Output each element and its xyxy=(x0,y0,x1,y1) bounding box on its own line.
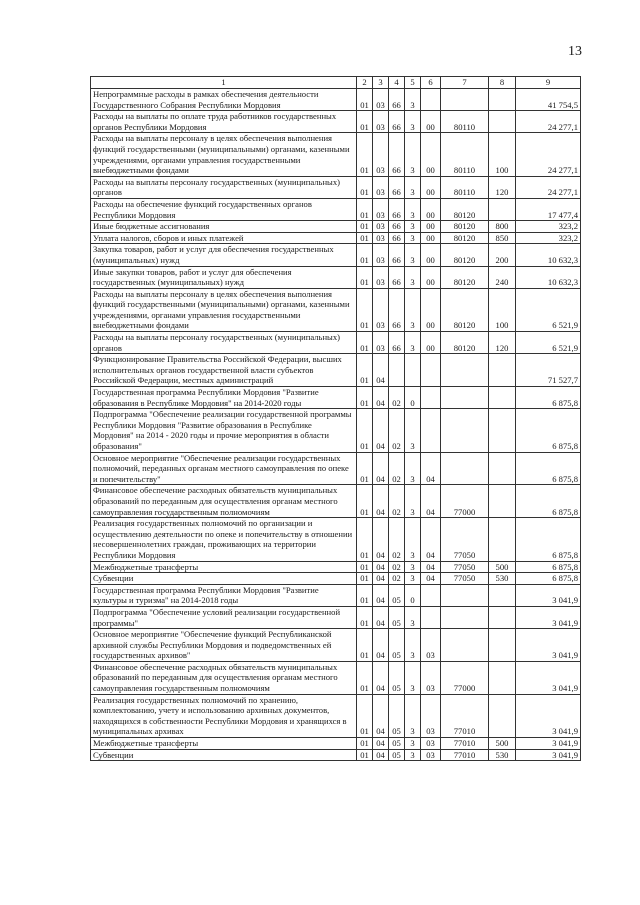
expense-name-cell: Финансовое обеспечение расходных обязательств муниципальных образований по переданным для осуществления органам местного самоуправления государственным полномочиям xyxy=(91,485,357,518)
amount-cell: 24 277,1 xyxy=(516,111,581,133)
section-code-cell: 01 xyxy=(357,629,373,662)
program-code-cell: 02 xyxy=(389,452,405,485)
program-code-cell: 05 xyxy=(389,738,405,750)
amount-cell: 3 041,9 xyxy=(516,584,581,606)
direction-code-cell: 80120 xyxy=(441,288,489,331)
table-row xyxy=(91,629,581,662)
amount-cell: 24 277,1 xyxy=(516,176,581,198)
table-header-row xyxy=(91,77,581,89)
direction-code-cell: 77050 xyxy=(441,573,489,585)
amount-cell: 3 041,9 xyxy=(516,738,581,750)
direction-code-cell: 77010 xyxy=(441,694,489,737)
section-code-cell: 01 xyxy=(357,738,373,750)
subprogram-code-cell: 3 xyxy=(405,288,421,331)
section-code-cell: 01 xyxy=(357,288,373,331)
expense-name-cell: Государственная программа Республики Мордовия "Развитие образования в Республике Мордовия" на 2014-2020 годы xyxy=(91,387,357,409)
header-cell: 9 xyxy=(516,77,581,89)
subsection-code-cell: 03 xyxy=(373,111,389,133)
expense-name-cell: Расходы на выплаты по оплате труда работников государственных органов Республики Мордовия xyxy=(91,111,357,133)
section-code-cell: 01 xyxy=(357,221,373,233)
expense-type-cell xyxy=(489,485,516,518)
direction-code-cell: 80110 xyxy=(441,111,489,133)
program-code-cell: 66 xyxy=(389,89,405,111)
table-body xyxy=(91,89,581,761)
subprogram-code-cell: 3 xyxy=(405,221,421,233)
expense-name-cell: Основное мероприятие "Обеспечение функций Республиканской архивной службы Республики Мордовия и подведомственных ей государственных архивов" xyxy=(91,629,357,662)
expense-type-cell: 120 xyxy=(489,176,516,198)
event-code-cell: 04 xyxy=(421,485,441,518)
amount-cell: 6 875,8 xyxy=(516,518,581,561)
amount-cell: 6 521,9 xyxy=(516,332,581,354)
subsection-code-cell: 04 xyxy=(373,738,389,750)
subprogram-code-cell: 3 xyxy=(405,606,421,628)
header-cell: 1 xyxy=(91,77,357,89)
section-code-cell: 01 xyxy=(357,266,373,288)
expense-name-cell: Межбюджетные трансферты xyxy=(91,561,357,573)
expense-name-cell: Расходы на выплаты персоналу в целях обеспечения выполнения функций государственными (муниципальными) органами, казенными учреждениями, органами управления государственными внебюджетными фондами xyxy=(91,133,357,176)
table-row xyxy=(91,232,581,244)
expense-type-cell xyxy=(489,629,516,662)
event-code-cell: 03 xyxy=(421,749,441,761)
expense-name-cell: Субвенции xyxy=(91,749,357,761)
program-code-cell: 66 xyxy=(389,221,405,233)
program-code-cell: 66 xyxy=(389,244,405,266)
subsection-code-cell: 03 xyxy=(373,288,389,331)
table-row xyxy=(91,221,581,233)
program-code-cell: 66 xyxy=(389,176,405,198)
section-code-cell: 01 xyxy=(357,573,373,585)
program-code-cell: 66 xyxy=(389,198,405,220)
section-code-cell: 01 xyxy=(357,409,373,452)
section-code-cell: 01 xyxy=(357,133,373,176)
amount-cell: 6 875,8 xyxy=(516,573,581,585)
subsection-code-cell: 03 xyxy=(373,176,389,198)
subprogram-code-cell: 3 xyxy=(405,561,421,573)
subsection-code-cell: 04 xyxy=(373,518,389,561)
section-code-cell: 01 xyxy=(357,584,373,606)
event-code-cell: 00 xyxy=(421,221,441,233)
subprogram-code-cell: 0 xyxy=(405,584,421,606)
subprogram-code-cell: 3 xyxy=(405,266,421,288)
subprogram-code-cell: 3 xyxy=(405,518,421,561)
amount-cell: 71 527,7 xyxy=(516,354,581,387)
amount-cell: 41 754,5 xyxy=(516,89,581,111)
subprogram-code-cell: 3 xyxy=(405,332,421,354)
event-code-cell: 00 xyxy=(421,198,441,220)
program-code-cell: 02 xyxy=(389,409,405,452)
event-code-cell: 00 xyxy=(421,288,441,331)
expense-name-cell: Уплата налогов, сборов и иных платежей xyxy=(91,232,357,244)
expense-name-cell: Государственная программа Республики Мордовия "Развитие культуры и туризма" на 2014-2018 годы xyxy=(91,584,357,606)
direction-code-cell: 80120 xyxy=(441,266,489,288)
subprogram-code-cell: 3 xyxy=(405,176,421,198)
header-cell: 2 xyxy=(357,77,373,89)
subsection-code-cell: 03 xyxy=(373,133,389,176)
amount-cell: 6 875,8 xyxy=(516,387,581,409)
event-code-cell: 00 xyxy=(421,266,441,288)
table-row xyxy=(91,133,581,176)
direction-code-cell: 77010 xyxy=(441,749,489,761)
table-row xyxy=(91,244,581,266)
event-code-cell: 00 xyxy=(421,244,441,266)
page-number: 13 xyxy=(568,44,582,59)
amount-cell: 6 875,8 xyxy=(516,452,581,485)
amount-cell: 3 041,9 xyxy=(516,749,581,761)
event-code-cell xyxy=(421,409,441,452)
expense-type-cell xyxy=(489,89,516,111)
direction-code-cell: 77050 xyxy=(441,518,489,561)
event-code-cell: 04 xyxy=(421,561,441,573)
amount-cell: 3 041,9 xyxy=(516,629,581,662)
subprogram-code-cell: 3 xyxy=(405,485,421,518)
direction-code-cell xyxy=(441,89,489,111)
direction-code-cell: 80110 xyxy=(441,176,489,198)
expense-name-cell: Субвенции xyxy=(91,573,357,585)
event-code-cell: 04 xyxy=(421,518,441,561)
subprogram-code-cell: 3 xyxy=(405,133,421,176)
expense-type-cell xyxy=(489,387,516,409)
expense-type-cell xyxy=(489,518,516,561)
subsection-code-cell: 04 xyxy=(373,661,389,694)
expense-type-cell: 850 xyxy=(489,232,516,244)
amount-cell: 17 477,4 xyxy=(516,198,581,220)
direction-code-cell: 80110 xyxy=(441,133,489,176)
expense-type-cell: 500 xyxy=(489,738,516,750)
direction-code-cell xyxy=(441,452,489,485)
header-cell: 6 xyxy=(421,77,441,89)
program-code-cell: 66 xyxy=(389,232,405,244)
table-row xyxy=(91,573,581,585)
table-row xyxy=(91,738,581,750)
table-row xyxy=(91,694,581,737)
event-code-cell: 00 xyxy=(421,332,441,354)
direction-code-cell xyxy=(441,584,489,606)
event-code-cell: 00 xyxy=(421,111,441,133)
section-code-cell: 01 xyxy=(357,387,373,409)
direction-code-cell: 80120 xyxy=(441,332,489,354)
section-code-cell: 01 xyxy=(357,661,373,694)
program-code-cell: 66 xyxy=(389,266,405,288)
program-code-cell: 66 xyxy=(389,288,405,331)
expense-name-cell: Функционирование Правительства Российской Федерации, высших исполнительных органов государственной власти субъектов Российской Федерации, местных администраций xyxy=(91,354,357,387)
section-code-cell: 01 xyxy=(357,518,373,561)
amount-cell: 6 875,8 xyxy=(516,561,581,573)
program-code-cell: 02 xyxy=(389,561,405,573)
expense-name-cell: Основное мероприятие "Обеспечение реализации государственных полномочий, переданных органам местного самоуправления по опеке и попечительству" xyxy=(91,452,357,485)
direction-code-cell xyxy=(441,354,489,387)
subsection-code-cell: 04 xyxy=(373,387,389,409)
expense-type-cell: 530 xyxy=(489,749,516,761)
expense-type-cell xyxy=(489,198,516,220)
amount-cell: 3 041,9 xyxy=(516,694,581,737)
subprogram-code-cell: 3 xyxy=(405,738,421,750)
expense-type-cell: 120 xyxy=(489,332,516,354)
section-code-cell: 01 xyxy=(357,606,373,628)
expense-name-cell: Иные закупки товаров, работ и услуг для обеспечения государственных (муниципальных) нужд xyxy=(91,266,357,288)
table-row xyxy=(91,387,581,409)
section-code-cell: 01 xyxy=(357,749,373,761)
subsection-code-cell: 04 xyxy=(373,629,389,662)
expense-type-cell: 100 xyxy=(489,133,516,176)
expense-type-cell xyxy=(489,584,516,606)
direction-code-cell: 77000 xyxy=(441,485,489,518)
program-code-cell: 02 xyxy=(389,387,405,409)
event-code-cell: 03 xyxy=(421,694,441,737)
event-code-cell: 03 xyxy=(421,661,441,694)
header-cell: 3 xyxy=(373,77,389,89)
expense-name-cell: Закупка товаров, работ и услуг для обеспечения государственных (муниципальных) нужд xyxy=(91,244,357,266)
program-code-cell: 02 xyxy=(389,518,405,561)
event-code-cell: 04 xyxy=(421,573,441,585)
subprogram-code-cell xyxy=(405,354,421,387)
subsection-code-cell: 03 xyxy=(373,89,389,111)
amount-cell: 3 041,9 xyxy=(516,606,581,628)
section-code-cell: 01 xyxy=(357,332,373,354)
expense-type-cell xyxy=(489,354,516,387)
subsection-code-cell: 04 xyxy=(373,694,389,737)
direction-code-cell: 80120 xyxy=(441,232,489,244)
expense-name-cell: Расходы на обеспечение функций государственных органов Республики Мордовия xyxy=(91,198,357,220)
subsection-code-cell: 03 xyxy=(373,198,389,220)
subprogram-code-cell: 3 xyxy=(405,661,421,694)
direction-code-cell: 77000 xyxy=(441,661,489,694)
expense-name-cell: Расходы на выплаты персоналу в целях обеспечения выполнения функций государственными (муниципальными) органами, казенными учреждениями, органами управления государственными внебюджетными фондами xyxy=(91,288,357,331)
subprogram-code-cell: 0 xyxy=(405,387,421,409)
table-row xyxy=(91,749,581,761)
subprogram-code-cell: 3 xyxy=(405,573,421,585)
event-code-cell xyxy=(421,606,441,628)
event-code-cell xyxy=(421,584,441,606)
subsection-code-cell: 03 xyxy=(373,232,389,244)
subprogram-code-cell: 3 xyxy=(405,111,421,133)
expense-type-cell xyxy=(489,111,516,133)
expense-name-cell: Реализация государственных полномочий по хранению, комплектованию, учету и использованию архивных документов, находящихся в собственности Республики Мордовия и хранящихся в муниципальных архивах xyxy=(91,694,357,737)
table-row xyxy=(91,266,581,288)
amount-cell: 3 041,9 xyxy=(516,661,581,694)
subsection-code-cell: 04 xyxy=(373,354,389,387)
subsection-code-cell: 03 xyxy=(373,266,389,288)
section-code-cell: 01 xyxy=(357,198,373,220)
section-code-cell: 01 xyxy=(357,561,373,573)
table-row xyxy=(91,89,581,111)
event-code-cell: 00 xyxy=(421,133,441,176)
expense-type-cell: 100 xyxy=(489,288,516,331)
expense-type-cell xyxy=(489,661,516,694)
table-row xyxy=(91,518,581,561)
direction-code-cell xyxy=(441,629,489,662)
expense-type-cell: 500 xyxy=(489,561,516,573)
section-code-cell: 01 xyxy=(357,694,373,737)
amount-cell: 10 632,3 xyxy=(516,244,581,266)
subsection-code-cell: 03 xyxy=(373,332,389,354)
direction-code-cell xyxy=(441,387,489,409)
subprogram-code-cell: 3 xyxy=(405,694,421,737)
direction-code-cell xyxy=(441,606,489,628)
subsection-code-cell: 04 xyxy=(373,606,389,628)
table-row xyxy=(91,561,581,573)
amount-cell: 6 875,8 xyxy=(516,409,581,452)
amount-cell: 24 277,1 xyxy=(516,133,581,176)
program-code-cell: 66 xyxy=(389,111,405,133)
expense-type-cell: 200 xyxy=(489,244,516,266)
amount-cell: 6 875,8 xyxy=(516,485,581,518)
table-row xyxy=(91,332,581,354)
table-row xyxy=(91,198,581,220)
header-cell: 5 xyxy=(405,77,421,89)
event-code-cell: 04 xyxy=(421,452,441,485)
expense-name-cell: Иные бюджетные ассигнования xyxy=(91,221,357,233)
section-code-cell: 01 xyxy=(357,232,373,244)
subprogram-code-cell: 3 xyxy=(405,409,421,452)
amount-cell: 323,2 xyxy=(516,232,581,244)
expense-type-cell: 800 xyxy=(489,221,516,233)
subprogram-code-cell: 3 xyxy=(405,232,421,244)
event-code-cell xyxy=(421,387,441,409)
expense-name-cell: Финансовое обеспечение расходных обязательств муниципальных образований по переданным для осуществления органам местного самоуправления государственным полномочиям xyxy=(91,661,357,694)
program-code-cell: 02 xyxy=(389,573,405,585)
program-code-cell: 05 xyxy=(389,749,405,761)
subsection-code-cell: 04 xyxy=(373,584,389,606)
table-row xyxy=(91,409,581,452)
subprogram-code-cell: 3 xyxy=(405,629,421,662)
budget-table xyxy=(90,76,581,761)
direction-code-cell: 80120 xyxy=(441,244,489,266)
header-cell: 7 xyxy=(441,77,489,89)
expense-type-cell xyxy=(489,694,516,737)
subsection-code-cell: 04 xyxy=(373,573,389,585)
event-code-cell xyxy=(421,89,441,111)
expense-name-cell: Расходы на выплаты персоналу государственных (муниципальных) органов xyxy=(91,176,357,198)
table-row xyxy=(91,111,581,133)
section-code-cell: 01 xyxy=(357,354,373,387)
expense-name-cell: Межбюджетные трансферты xyxy=(91,738,357,750)
subprogram-code-cell: 3 xyxy=(405,198,421,220)
amount-cell: 6 521,9 xyxy=(516,288,581,331)
expense-name-cell: Расходы на выплаты персоналу государственных (муниципальных) органов xyxy=(91,332,357,354)
amount-cell: 323,2 xyxy=(516,221,581,233)
event-code-cell xyxy=(421,354,441,387)
subsection-code-cell: 04 xyxy=(373,749,389,761)
section-code-cell: 01 xyxy=(357,452,373,485)
event-code-cell: 00 xyxy=(421,176,441,198)
subsection-code-cell: 04 xyxy=(373,561,389,573)
amount-cell: 10 632,3 xyxy=(516,266,581,288)
program-code-cell: 66 xyxy=(389,133,405,176)
expense-name-cell: Реализация государственных полномочий по организации и осуществлению деятельности по опеке и попечительству в отношении несовершеннолетних граждан, проживающих на территории Республики Мордовия xyxy=(91,518,357,561)
expense-type-cell xyxy=(489,409,516,452)
program-code-cell xyxy=(389,354,405,387)
program-code-cell: 05 xyxy=(389,606,405,628)
subsection-code-cell: 04 xyxy=(373,485,389,518)
table-row xyxy=(91,176,581,198)
subprogram-code-cell: 3 xyxy=(405,452,421,485)
subprogram-code-cell: 3 xyxy=(405,89,421,111)
direction-code-cell: 77010 xyxy=(441,738,489,750)
subprogram-code-cell: 3 xyxy=(405,244,421,266)
event-code-cell: 03 xyxy=(421,738,441,750)
table-row xyxy=(91,606,581,628)
expense-type-cell xyxy=(489,606,516,628)
section-code-cell: 01 xyxy=(357,244,373,266)
subsection-code-cell: 04 xyxy=(373,452,389,485)
direction-code-cell: 80120 xyxy=(441,221,489,233)
direction-code-cell: 80120 xyxy=(441,198,489,220)
section-code-cell: 01 xyxy=(357,176,373,198)
direction-code-cell xyxy=(441,409,489,452)
expense-type-cell: 240 xyxy=(489,266,516,288)
section-code-cell: 01 xyxy=(357,485,373,518)
section-code-cell: 01 xyxy=(357,89,373,111)
subprogram-code-cell: 3 xyxy=(405,749,421,761)
table-row xyxy=(91,288,581,331)
program-code-cell: 02 xyxy=(389,485,405,518)
subsection-code-cell: 03 xyxy=(373,244,389,266)
expense-type-cell xyxy=(489,452,516,485)
program-code-cell: 05 xyxy=(389,629,405,662)
program-code-cell: 05 xyxy=(389,661,405,694)
event-code-cell: 00 xyxy=(421,232,441,244)
program-code-cell: 05 xyxy=(389,584,405,606)
table-row xyxy=(91,354,581,387)
table-row xyxy=(91,485,581,518)
table-row xyxy=(91,452,581,485)
table-row xyxy=(91,661,581,694)
expense-name-cell: Подпрограмма "Обеспечение условий реализации государственной программы" xyxy=(91,606,357,628)
table-row xyxy=(91,584,581,606)
expense-name-cell: Подпрограмма "Обеспечение реализации государственной программы Республики Мордовия "Развитие образования в Республике Мордовия" на 2014 - 2020 годы и прочие мероприятия в области образования" xyxy=(91,409,357,452)
direction-code-cell: 77050 xyxy=(441,561,489,573)
program-code-cell: 66 xyxy=(389,332,405,354)
subsection-code-cell: 04 xyxy=(373,409,389,452)
header-cell: 8 xyxy=(489,77,516,89)
expense-name-cell: Непрограммные расходы в рамках обеспечения деятельности Государственного Собрания Республики Мордовия xyxy=(91,89,357,111)
program-code-cell: 05 xyxy=(389,694,405,737)
expense-type-cell: 530 xyxy=(489,573,516,585)
event-code-cell: 03 xyxy=(421,629,441,662)
subsection-code-cell: 03 xyxy=(373,221,389,233)
header-cell: 4 xyxy=(389,77,405,89)
section-code-cell: 01 xyxy=(357,111,373,133)
